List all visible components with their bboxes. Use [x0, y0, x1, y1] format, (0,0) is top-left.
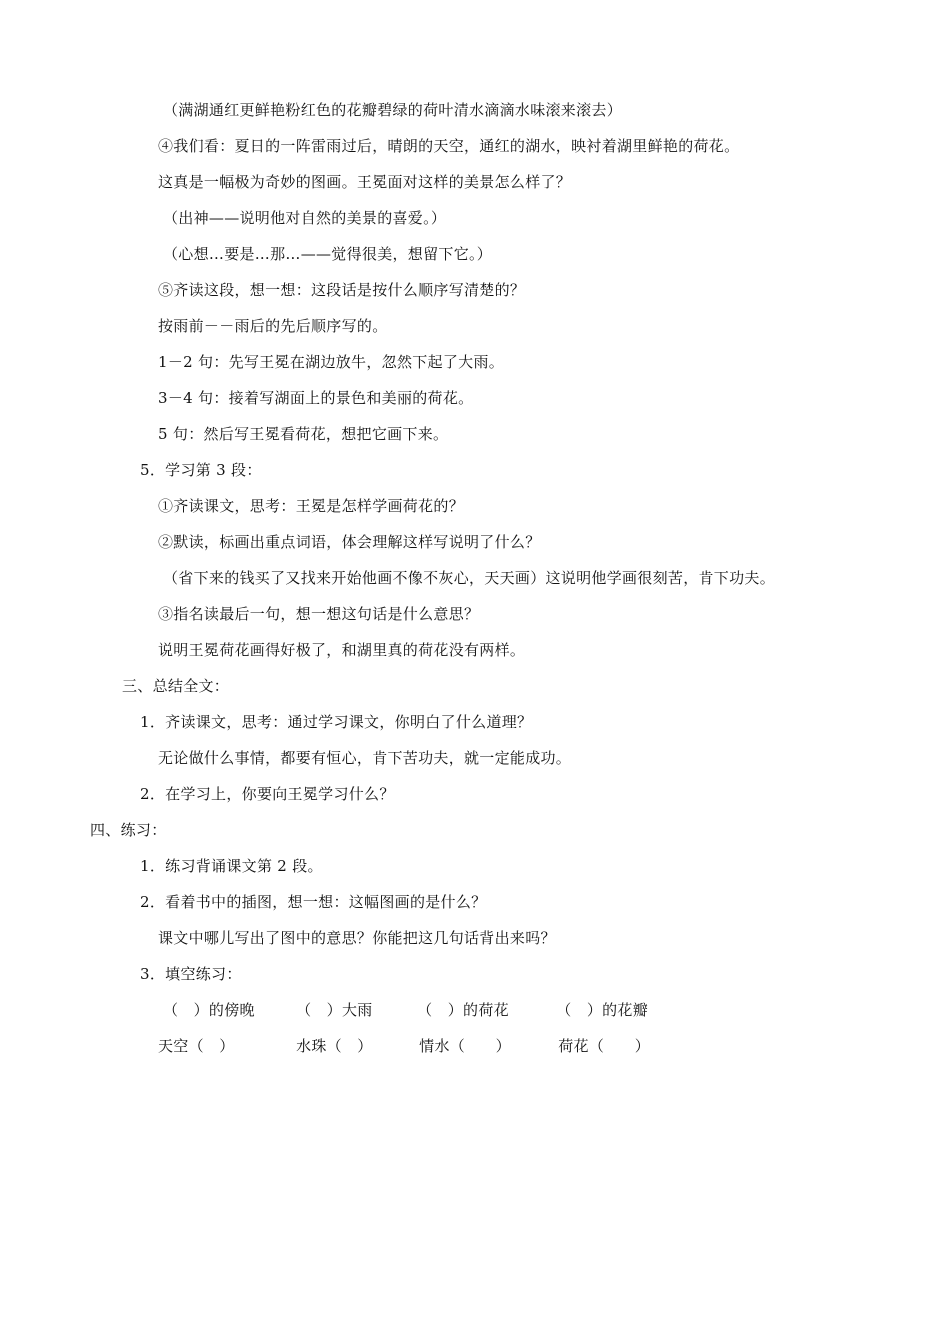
text-line: 1．练习背诵课文第 2 段。	[140, 857, 323, 875]
fill-blank-item: 情水（ ）	[419, 1037, 511, 1055]
text-line: 无论做什么事情，都要有恒心，肯下苦功夫，就一定能成功。	[158, 749, 572, 767]
section-heading: 5．学习第 3 段：	[140, 461, 262, 479]
text-line: ⑤齐读这段，想一想：这段话是按什么顺序写清楚的？	[158, 281, 526, 299]
text-line: 2．在学习上，你要向王冕学习什么？	[140, 785, 395, 803]
fill-blank-item: （ ）的傍晚	[163, 1001, 255, 1019]
text-line: ②默读，标画出重点词语，体会理解这样写说明了什么？	[158, 533, 541, 551]
section-heading: 三、总结全文：	[122, 677, 230, 695]
fill-blank-item: 水珠（ ）	[296, 1037, 373, 1055]
text-line: （省下来的钱买了又找来开始他画不像不灰心，天天画）这说明他学画很刻苦，肯下功夫。	[163, 569, 776, 587]
fill-blank-row-2	[158, 1036, 650, 1056]
text-line: 5 句：然后写王冕看荷花，想把它画下来。	[158, 425, 449, 443]
text-line: （满湖通红更鲜艳粉红色的花瓣碧绿的荷叶清水滴滴水味滚来滚去）	[163, 101, 623, 119]
text-line: 1．齐读课文，思考：通过学习课文，你明白了什么道理？	[140, 713, 533, 731]
text-line: 1－2 句：先写王冕在湖边放牛，忽然下起了大雨。	[158, 353, 505, 371]
text-line: 按雨前－－雨后的先后顺序写的。	[158, 317, 388, 335]
fill-blank-item: （ ）的花瓣	[556, 1001, 649, 1019]
text-line: 这真是一幅极为奇妙的图画。王冕面对这样的美景怎么样了？	[158, 173, 572, 191]
fill-blank-item: （ ）的荷花	[417, 1001, 509, 1019]
text-line: 3．填空练习：	[140, 965, 242, 983]
text-line: 3－4 句：接着写湖面上的景色和美丽的荷花。	[158, 389, 474, 407]
text-line: 课文中哪儿写出了图中的意思？你能把这几句话背出来吗？	[158, 929, 556, 947]
fill-blank-row-1	[163, 1000, 648, 1020]
text-line: 2．看着书中的插图，想一想：这幅图画的是什么？	[140, 893, 487, 911]
text-line: （出神——说明他对自然的美景的喜爱。）	[163, 209, 447, 227]
fill-blank-item: （ ）大雨	[296, 1001, 373, 1019]
text-line: 说明王冕荷花画得好极了，和湖里真的荷花没有两样。	[158, 641, 526, 659]
text-line: ③指名读最后一句，想一想这句话是什么意思？	[158, 605, 480, 623]
section-heading: 四、练习：	[90, 821, 167, 839]
text-line: ①齐读课文，思考：王冕是怎样学画荷花的？	[158, 497, 465, 515]
fill-blank-item: 天空（ ）	[158, 1037, 235, 1055]
text-line: ④我们看：夏日的一阵雷雨过后，晴朗的天空，通红的湖水，映衬着湖里鲜艳的荷花。	[158, 137, 740, 155]
text-line: （心想…要是…那…——觉得很美，想留下它。）	[163, 245, 493, 263]
fill-blank-item: 荷花（ ）	[558, 1037, 651, 1055]
